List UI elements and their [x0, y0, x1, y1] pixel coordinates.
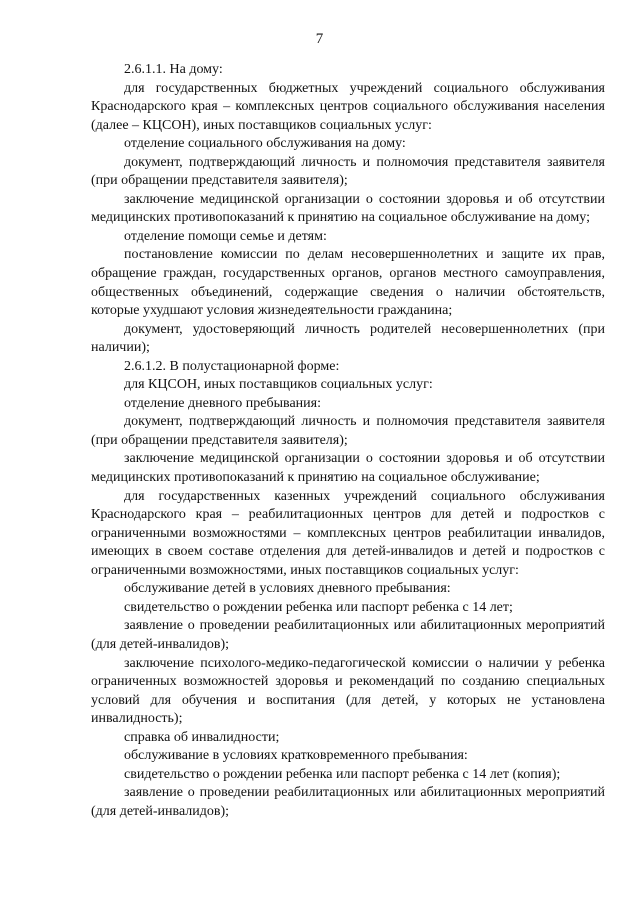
paragraph: обслуживание детей в условиях дневного пребывания: [124, 581, 451, 597]
paragraph: свидетельство о рождении ребенка или паспорт ребенка с 14 лет; [124, 599, 513, 615]
paragraph: 2.6.1.1. На дому: [124, 62, 223, 77]
paragraph: справка об инвалидности; [124, 729, 280, 745]
page-number: 7 [315, 31, 324, 47]
paragraph: заключение медицинской организации о состоянии здоровья и об отсутствии медицинских противопоказаний к принятию на социальное обслуживание на дому; [91, 191, 605, 226]
paragraph: документ, подтверждающий личность и полномочия представителя заявителя (при обращении представителя заявителя); [91, 414, 605, 448]
document-body [91, 61, 605, 821]
paragraph: обслуживание в условиях кратковременного пребывания: [124, 748, 468, 764]
paragraph: заявление о проведении реабилитационных или абилитационных мероприятий (для детей-инвалидов); [91, 618, 605, 652]
paragraph: заявление о проведении реабилитационных или абилитационных мероприятий (для детей-инвалидов); [91, 785, 605, 819]
paragraph: для государственных казенных учреждений социального обслуживания Краснодарского края – реабилитационных центров для детей и подростков с ограниченными возможностями – комплексных центров реабилитации инвалидов, имеющих в своем составе отделения для детей-инвалидов и детей и подростков с ограниченными возможностями, иных поставщиков социальных услуг: [91, 488, 605, 578]
paragraph: документ, подтверждающий личность и полномочия представителя заявителя (при обращении представителя заявителя); [91, 154, 605, 189]
paragraph: отделение социального обслуживания на дому: [124, 136, 406, 152]
paragraph: отделение помощи семье и детям: [124, 228, 327, 244]
paragraph: заключение медицинской организации о состоянии здоровья и об отсутствии медицинских противопоказаний к принятию на социальное обслуживание; [91, 451, 605, 486]
paragraph: документ, удостоверяющий личность родителей несовершеннолетних (при наличии); [91, 321, 605, 356]
paragraph: для КЦСОН, иных поставщиков социальных услуг: [124, 377, 433, 393]
paragraph: для государственных бюджетных учреждений социального обслуживания Краснодарского края – комплексных центров социального обслуживания населения (далее – КЦСОН), иных поставщиков социальных услуг: [91, 80, 605, 133]
paragraph: свидетельство о рождении ребенка или паспорт ребенка с 14 лет (копия); [124, 766, 561, 782]
paragraph: постановление комиссии по делам несовершеннолетних и защите их прав, обращение граждан, государственных органов, органов местного самоуправления, общественных объединений, содержащие сведения о наличии обстоятельств, которые ухудшают условия жизнедеятельности гражданина; [91, 247, 605, 319]
paragraph: заключение психолого-медико-педагогической комиссии о наличии у ребенка ограниченных возможностей здоровья и рекомендаций по созданию специальных условий для обучения и воспитания (для детей, у которых не установлена инвалидность); [91, 655, 605, 727]
paragraph: 2.6.1.2. В полустационарной форме: [124, 358, 340, 374]
paragraph: отделение дневного пребывания: [124, 395, 321, 411]
